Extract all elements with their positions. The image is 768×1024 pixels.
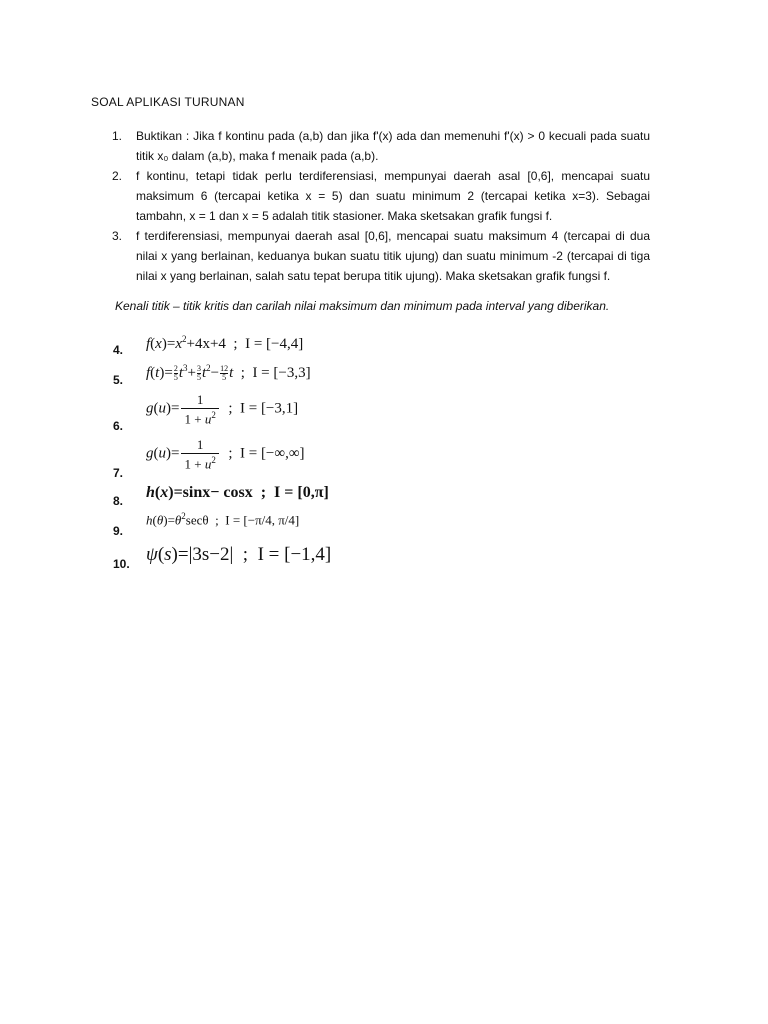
problem-item-1 [112, 126, 650, 166]
problem-list [112, 126, 650, 286]
exercise-formula-5: f(t)= $\frac{2}{5}$ $t^3+$ $\frac{3}{5}$ $t^2-$ $\frac{12}{5}$ t ; I = [−3,3] [146, 363, 311, 383]
exercise-number: 9. [113, 524, 124, 538]
exercise-number: 5. [113, 373, 124, 387]
problem-number: 2. [112, 169, 123, 183]
interval-label: I = [−1,4] [257, 544, 332, 565]
problem-number: 3. [112, 229, 123, 243]
exercise-number: 10. [113, 557, 130, 571]
interval-label: I = [0,π] [274, 484, 329, 501]
interval-label: I = [−π/4, π/4] [225, 512, 300, 528]
problem-text: Buktikan : Jika f kontinu pada (a,b) dan jika f'(x) ada dan memenuhi f'(x) > 0 kecuali pada suatu titik x₀ dalam (a,b), maka f menaik pada (a,b). [136, 129, 650, 163]
exercise-number: 7. [113, 466, 124, 480]
exercise-number: 6. [113, 419, 124, 433]
exercise-formula-6: g(u)= $\frac{1}{1 + u^2}$ ; I = [−3,1] [146, 392, 299, 427]
interval-label: I = [−∞,∞] [239, 445, 305, 462]
exercise-formula-4: $f(x)=x^2+4x+4$ ; I = [−4,4] [146, 334, 304, 352]
interval-label: I = [−4,4] [245, 336, 304, 352]
exercise-number: 4. [113, 343, 124, 357]
exercise-formula-10: ψ(s)=|3s−2| ; I = [−1,4] [146, 544, 332, 565]
problem-item-2 [112, 166, 650, 226]
interval-label: I = [−3,3] [252, 365, 311, 381]
problem-number: 1. [112, 129, 123, 143]
page-title: SOAL APLIKASI TURUNAN [91, 95, 245, 109]
instruction-text: Kenali titik – titik kritis dan carilah nilai maksimum dan minimum pada interval yang diberikan. [115, 299, 610, 313]
exercise-number: 8. [113, 494, 124, 508]
problem-text: f terdiferensiasi, mempunyai daerah asal [0,6], mencapai suatu maksimum 4 (tercapai di dua nilai x yang berlainan, keduanya bukan suatu titik ujung) dan suatu minimum -2 (tercapai di tiga nilai x yang berlainan, salah satu tepat berupa titik ujung). Maka sketsakan grafik fungsi f. [136, 229, 650, 283]
problem-item-3 [112, 226, 650, 286]
exercise-formula-8: h(x)=sinx− cosx ; I = [0,π] [146, 484, 329, 501]
interval-label: I = [−3,1] [239, 400, 299, 417]
problem-text: f kontinu, tetapi tidak perlu terdiferensiasi, mempunyai daerah asal [0,6], mencapai suatu maksimum 6 (tercapai ketika x = 5) dan suatu minimum 2 (tercapai ketika x=3). Sebagai tambahn, x = 1 dan x = 5 adalah titik stasioner. Maka sketsakan grafik fungsi f. [136, 169, 650, 223]
exercise-formula-7: g(u)= $\frac{1}{1 + u^2}$ ; I = [−∞,∞] [146, 437, 305, 472]
exercise-formula-9: $h(\theta)=\theta^2\sec\theta$ ; I = [−π/4, π/4] [146, 511, 300, 528]
